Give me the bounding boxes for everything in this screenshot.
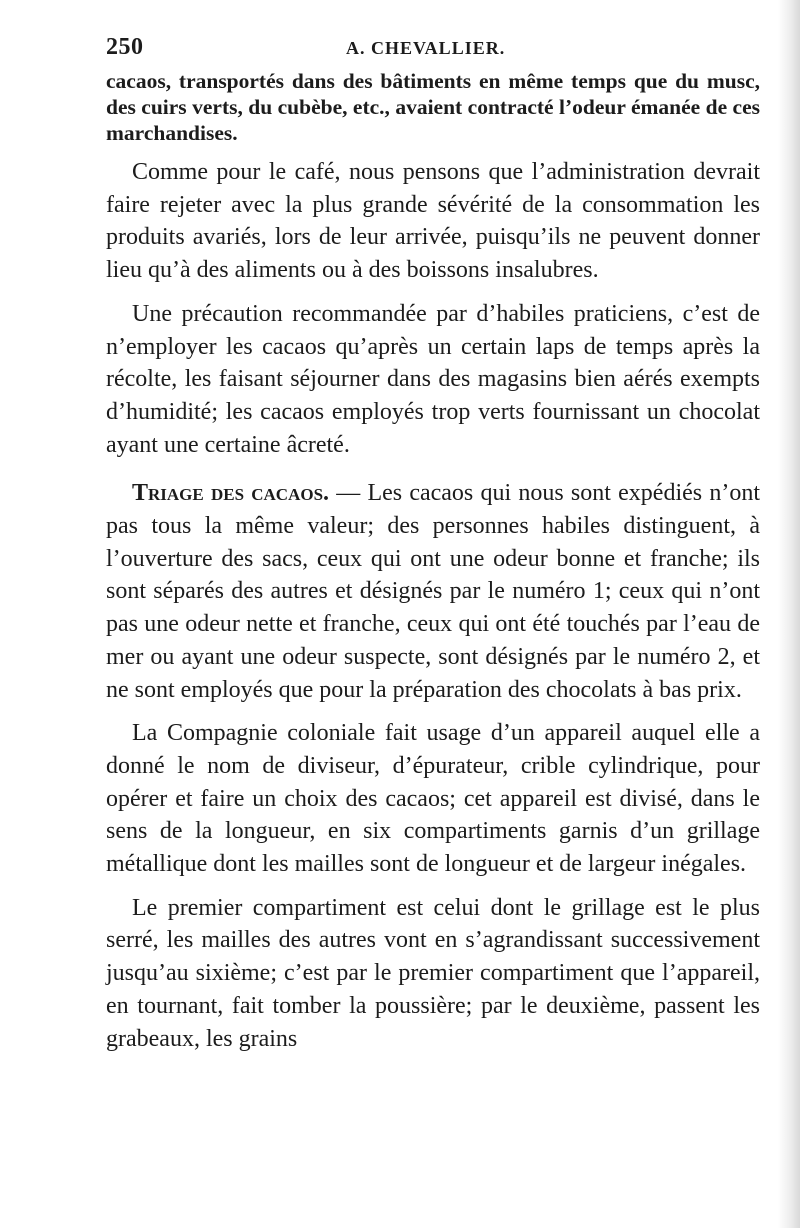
paragraph-continued: cacaos, transportés dans des bâtiments en même temps que du musc, des cuirs verts, du cubèbe, etc., avaient contracté l’odeur émanée de ces marchandises.: [106, 69, 760, 145]
page-body: [106, 68, 760, 1066]
paragraph: Le premier compartiment est celui dont le grillage est le plus serré, les mailles des autres vont en s’agrandissant successivement jusqu’au sixième; c’est par le premier compartiment que l’appareil, en tournant, fait tomber la poussière; par le deuxième, passent les grabeaux, les grains: [106, 894, 760, 1052]
page-number: 250: [106, 34, 144, 60]
paragraph: La Compagnie coloniale fait usage d’un appareil auquel elle a donné le nom de diviseur, d’épurateur, crible cylindrique, pour opérer et faire un choix des cacaos; cet appareil est divisé, dans le sens de la longueur, en six compartiments garnis d’un grillage métallique dont les mailles sont de longueur et de largeur inégales.: [106, 720, 760, 878]
paragraph: Comme pour le café, nous pensons que l’administration devrait faire rejeter avec la plus grande sévérité de la consommation les produits avariés, lors de leur arrivée, puisqu’ils ne peuvent donner lieu qu’à des aliments ou à des boissons insalubres.: [106, 159, 760, 284]
page-header: [106, 34, 758, 64]
paragraph: Une précaution recommandée par d’habiles praticiens, c’est de n’employer les cacaos qu’après un certain laps de temps après la récolte, les faisant séjourner dans des magasins bien aérés exempts d’humidité; les cacaos employés trop verts fournissant un chocolat ayant une certaine âcreté.: [106, 300, 760, 458]
section-text: — Les cacaos qui nous sont expédiés n’ont pas tous la même valeur; des personnes habiles distinguent, à l’ouverture des sacs, ceux qui ont une odeur bonne et franche; ils sont séparés des autres et désignés par le numéro 1; ceux qui n’ont pas une odeur nette et franche, ceux qui ont été touchés par l’eau de mer ou ayant une odeur suspecte, sont désignés par le numéro 2, et ne sont employés que pour la préparation des chocolats à bas prix.: [106, 480, 760, 703]
section-heading: Triage des cacaos.: [132, 480, 330, 507]
running-head: A. CHEVALLIER.: [346, 38, 506, 58]
page-edge-shadow: [778, 0, 800, 1228]
paragraph-section: [106, 477, 760, 706]
